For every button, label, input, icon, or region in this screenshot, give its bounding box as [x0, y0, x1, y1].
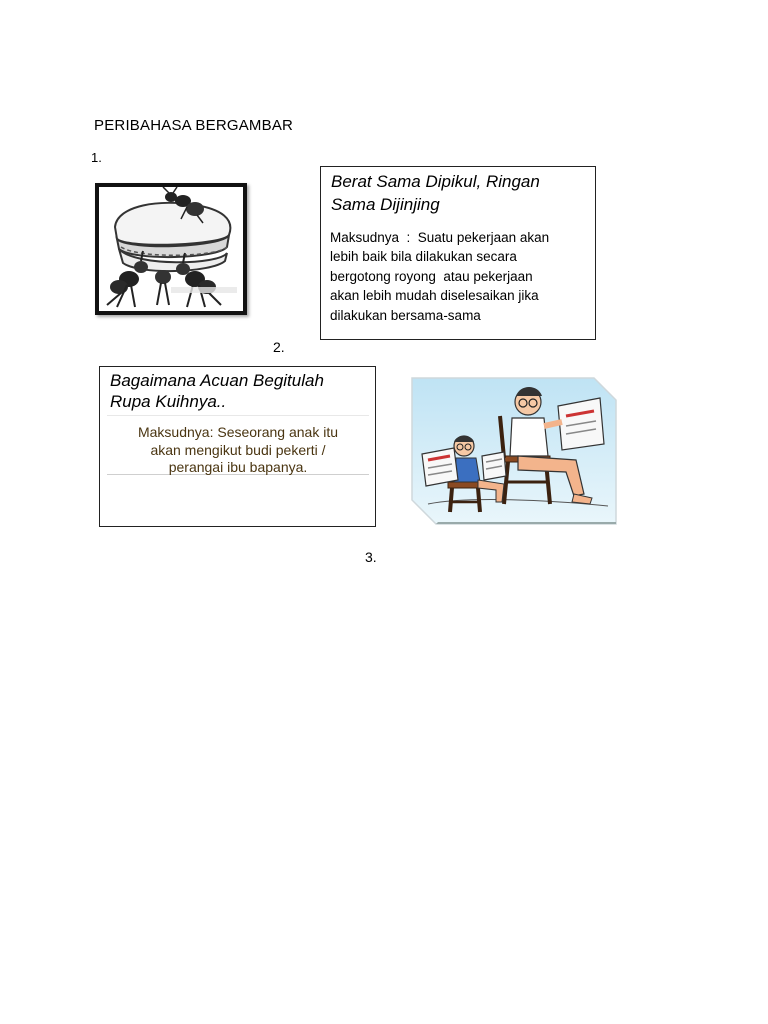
proverb-1-meaning: Maksudnya : Suatu pekerjaan akan lebih baik bila dilakukan secara bergotong royong atau pekerjaan akan lebih mudah diselesaikan jika dilakukan bersama-sama — [330, 230, 550, 323]
ants-carrying-bread-cartoon-icon — [95, 183, 247, 315]
item-number-2: 2. — [273, 339, 285, 355]
item-number-1: 1. — [91, 150, 102, 165]
proverb-1-box — [320, 166, 596, 340]
proverb-2-box — [99, 366, 376, 527]
proverb-1-heading: Berat Sama Dipikul, Ringan Sama Dijinjing — [331, 172, 540, 214]
item-number-3: 3. — [365, 549, 377, 565]
proverb-2-heading: Bagaimana Acuan Begitulah Rupa Kuihnya.. — [110, 371, 324, 411]
page-title: PERIBAHASA BERGAMBAR — [94, 117, 294, 134]
proverb-2-meaning: Maksudnya: Seseorang anak itu akan mengikut budi pekerti / perangai ibu bapanya. — [137, 424, 338, 475]
father-son-reading-newspaper-cartoon-icon — [408, 376, 618, 526]
proverb-2-meaning-panel — [107, 415, 369, 475]
